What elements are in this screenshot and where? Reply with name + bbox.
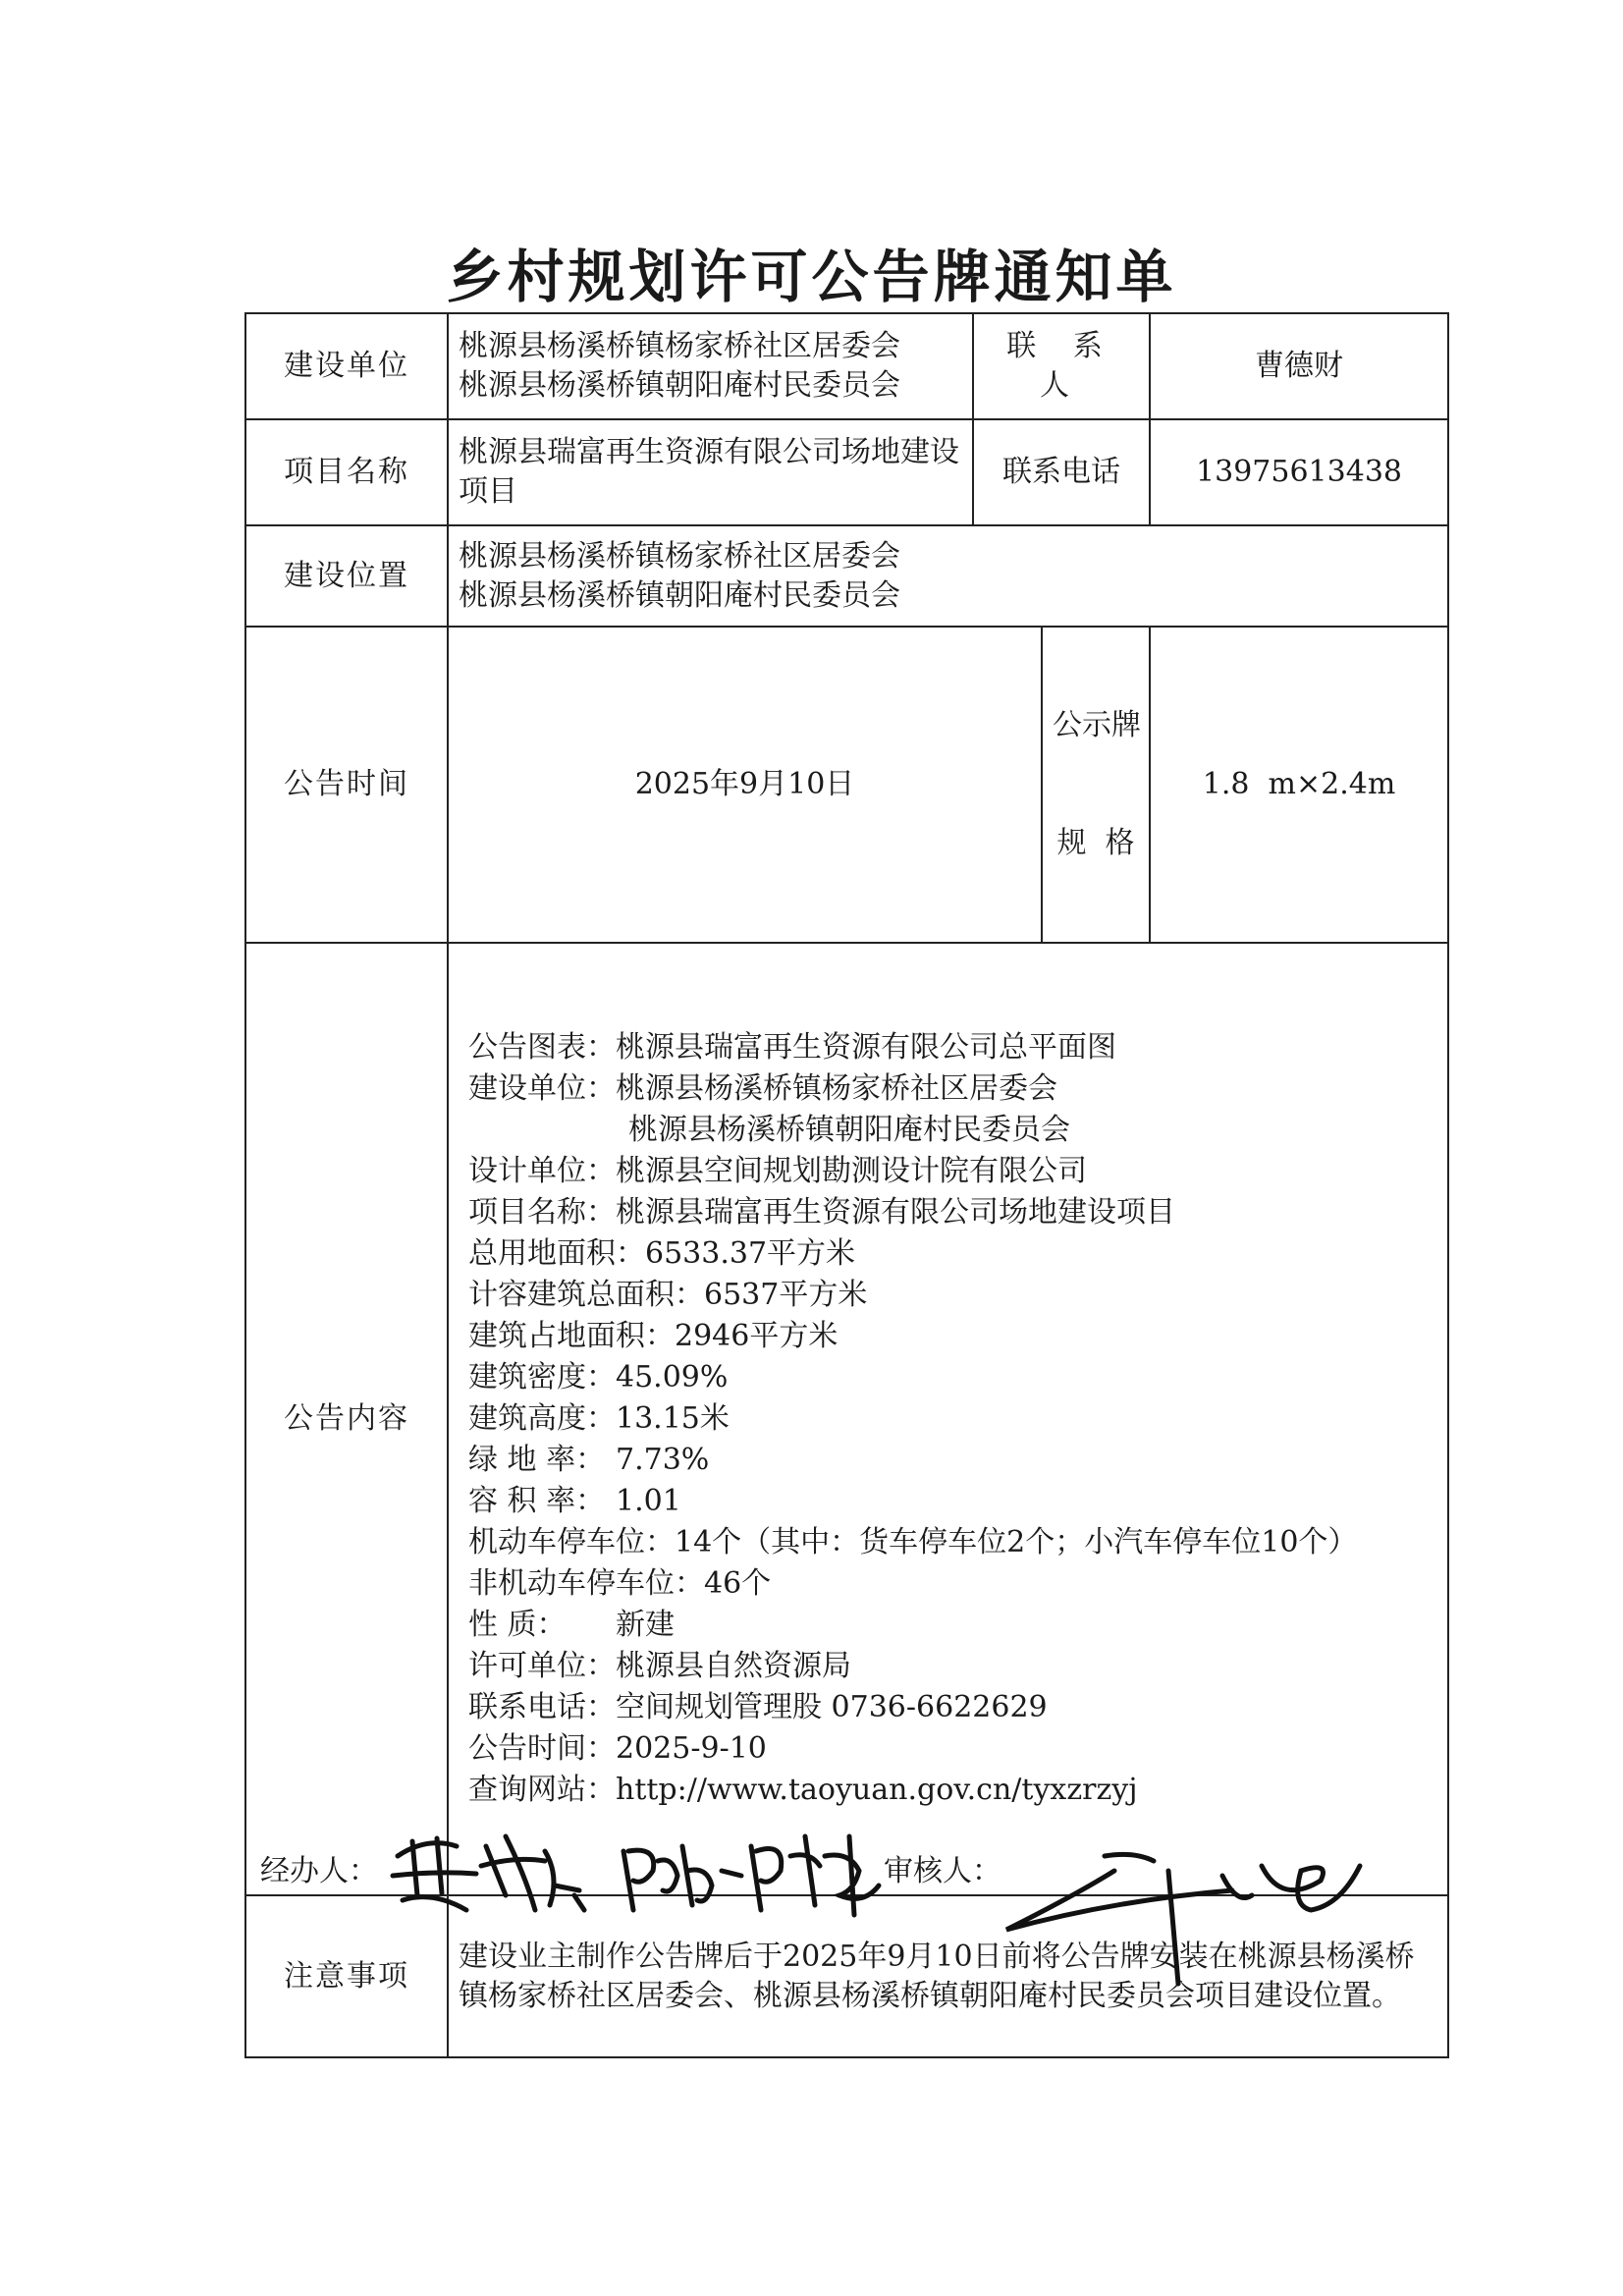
content-item-value: 桃源县空间规划勘测设计院有限公司 [616, 1154, 1087, 1188]
project-label: 项目名称 [245, 419, 448, 525]
content-item-key: 容 积 率： [468, 1484, 606, 1518]
content-item-value: 2025-9-10 [616, 1731, 767, 1766]
content-item-key: 公告时间： [468, 1731, 616, 1766]
content-item [468, 1357, 1437, 1398]
notice-form-table [244, 312, 1449, 2058]
content-item-key: 总用地面积： [468, 1236, 645, 1271]
content-cell [448, 943, 1448, 1895]
content-item-value: 桃源县瑞富再生资源有限公司场地建设项目 [616, 1195, 1175, 1230]
content-item-key: 性 质： [468, 1608, 567, 1642]
project-value: 桃源县瑞富再生资源有限公司场地建设项目 [448, 419, 973, 525]
notice-time-label: 公告时间 [245, 627, 448, 943]
content-label: 公告内容 [245, 943, 448, 1895]
content-item-value: 新建 [616, 1608, 675, 1642]
content-item-value: 空间规划管理股 0736-6622629 [616, 1690, 1048, 1724]
content-item-key: 许可单位： [468, 1649, 616, 1683]
handler-signature-2 [614, 1817, 898, 1935]
content-list [459, 1027, 1437, 1811]
content-item-value: 7.73% [616, 1443, 710, 1477]
content-item-key: 项目名称： [468, 1195, 616, 1230]
content-item-key: 建筑高度： [468, 1401, 616, 1436]
content-item-value: 6533.37平方米 [645, 1236, 856, 1271]
handler-signature-1 [388, 1817, 594, 1925]
content-item-value: 45.09% [616, 1360, 729, 1394]
content-item [468, 1646, 1437, 1687]
content-item [468, 1316, 1437, 1357]
content-item-value: 13.15米 [616, 1401, 730, 1436]
content-item [468, 1481, 1437, 1522]
content-item [468, 1770, 1437, 1811]
content-item-value: http://www.taoyuan.gov.cn/tyxzrzyj [616, 1773, 1138, 1807]
content-item [468, 1233, 1437, 1275]
content-item-value: 6537平方米 [704, 1278, 868, 1312]
spec-label [1042, 627, 1150, 943]
content-item [468, 1398, 1437, 1440]
document-title: 乡村规划许可公告牌通知单 [446, 244, 1177, 310]
table-row-content [245, 943, 1448, 1895]
reviewer-label: 审核人： [884, 1854, 1001, 1888]
content-item-key: 建筑密度： [468, 1360, 616, 1394]
content-item [468, 1151, 1437, 1192]
location-value-line2: 桃源县杨溪桥镇朝阳庵村民委员会 [459, 577, 900, 613]
content-item [468, 1563, 1437, 1605]
unit-value-line1: 桃源县杨溪桥镇杨家桥社区居委会 [459, 329, 900, 363]
spec-label-line2: 规 格 [1056, 826, 1135, 860]
table-row-notice-time [245, 627, 1448, 943]
table-row-project [245, 419, 1448, 525]
content-item [468, 1110, 1437, 1151]
content-item-value: 桃源县杨溪桥镇朝阳庵村民委员会 [628, 1113, 1070, 1147]
reviewer-signature [997, 1846, 1389, 1994]
content-item-value: 1.01 [616, 1484, 681, 1518]
content-item [468, 1687, 1437, 1728]
content-item [468, 1275, 1437, 1316]
content-item-value: 桃源县自然资源局 [616, 1649, 851, 1683]
notes-label: 注意事项 [245, 1895, 448, 2057]
content-item-key: 计容建筑总面积： [468, 1278, 704, 1312]
content-item-key: 非机动车停车位： [468, 1566, 704, 1601]
content-item [468, 1728, 1437, 1770]
content-item-key: 设计单位： [468, 1154, 616, 1188]
location-label: 建设位置 [245, 525, 448, 627]
content-item-key: 建筑占地面积： [468, 1319, 675, 1353]
content-item [468, 1440, 1437, 1481]
unit-value [448, 313, 973, 419]
phone-value: 13975613438 [1150, 419, 1448, 525]
notice-time-value: 2025年9月10日 [448, 627, 1042, 943]
contact-label: 联 系 人 [973, 313, 1150, 419]
table-row-location [245, 525, 1448, 627]
unit-label: 建设单位 [245, 313, 448, 419]
content-item-key: 联系电话： [468, 1690, 616, 1724]
content-item [468, 1068, 1437, 1110]
content-item-value: 46个 [704, 1566, 772, 1601]
spec-label-line1: 公示牌 [1053, 708, 1141, 742]
content-item-key: 机动车停车位： [468, 1525, 675, 1559]
spec-value: 1.8 m×2.4m [1150, 627, 1448, 943]
handler-label: 经办人： [260, 1854, 378, 1888]
table-row-unit [245, 313, 1448, 419]
content-item-value: 桃源县瑞富再生资源有限公司总平面图 [616, 1030, 1116, 1065]
content-item [468, 1522, 1437, 1563]
content-item-key: 查询网站： [468, 1773, 616, 1807]
content-item-key: 公告图表： [468, 1030, 616, 1065]
unit-value-line2: 桃源县杨溪桥镇朝阳庵村民委员会 [459, 368, 900, 403]
content-item-key: 建设单位： [468, 1071, 616, 1106]
location-value [448, 525, 1448, 627]
location-value-line1: 桃源县杨溪桥镇杨家桥社区居委会 [459, 538, 900, 574]
contact-value: 曹德财 [1150, 313, 1448, 419]
content-item [468, 1192, 1437, 1233]
notes-value: 建设业主制作公告牌后于2025年9月10日前将公告牌安装在桃源县杨溪桥镇杨家桥社区居委会、桃源县杨溪桥镇朝阳庵村民委员会项目建设位置。 [448, 1895, 1448, 2057]
content-item-value: 桃源县杨溪桥镇杨家桥社区居委会 [616, 1071, 1057, 1106]
phone-label: 联系电话 [973, 419, 1150, 525]
content-item [468, 1027, 1437, 1068]
content-item-key: 绿 地 率： [468, 1443, 606, 1477]
content-item [468, 1605, 1437, 1646]
content-item-value: 2946平方米 [675, 1319, 839, 1353]
content-item-value: 14个（其中：货车停车位2个；小汽车停车位10个） [675, 1525, 1358, 1559]
